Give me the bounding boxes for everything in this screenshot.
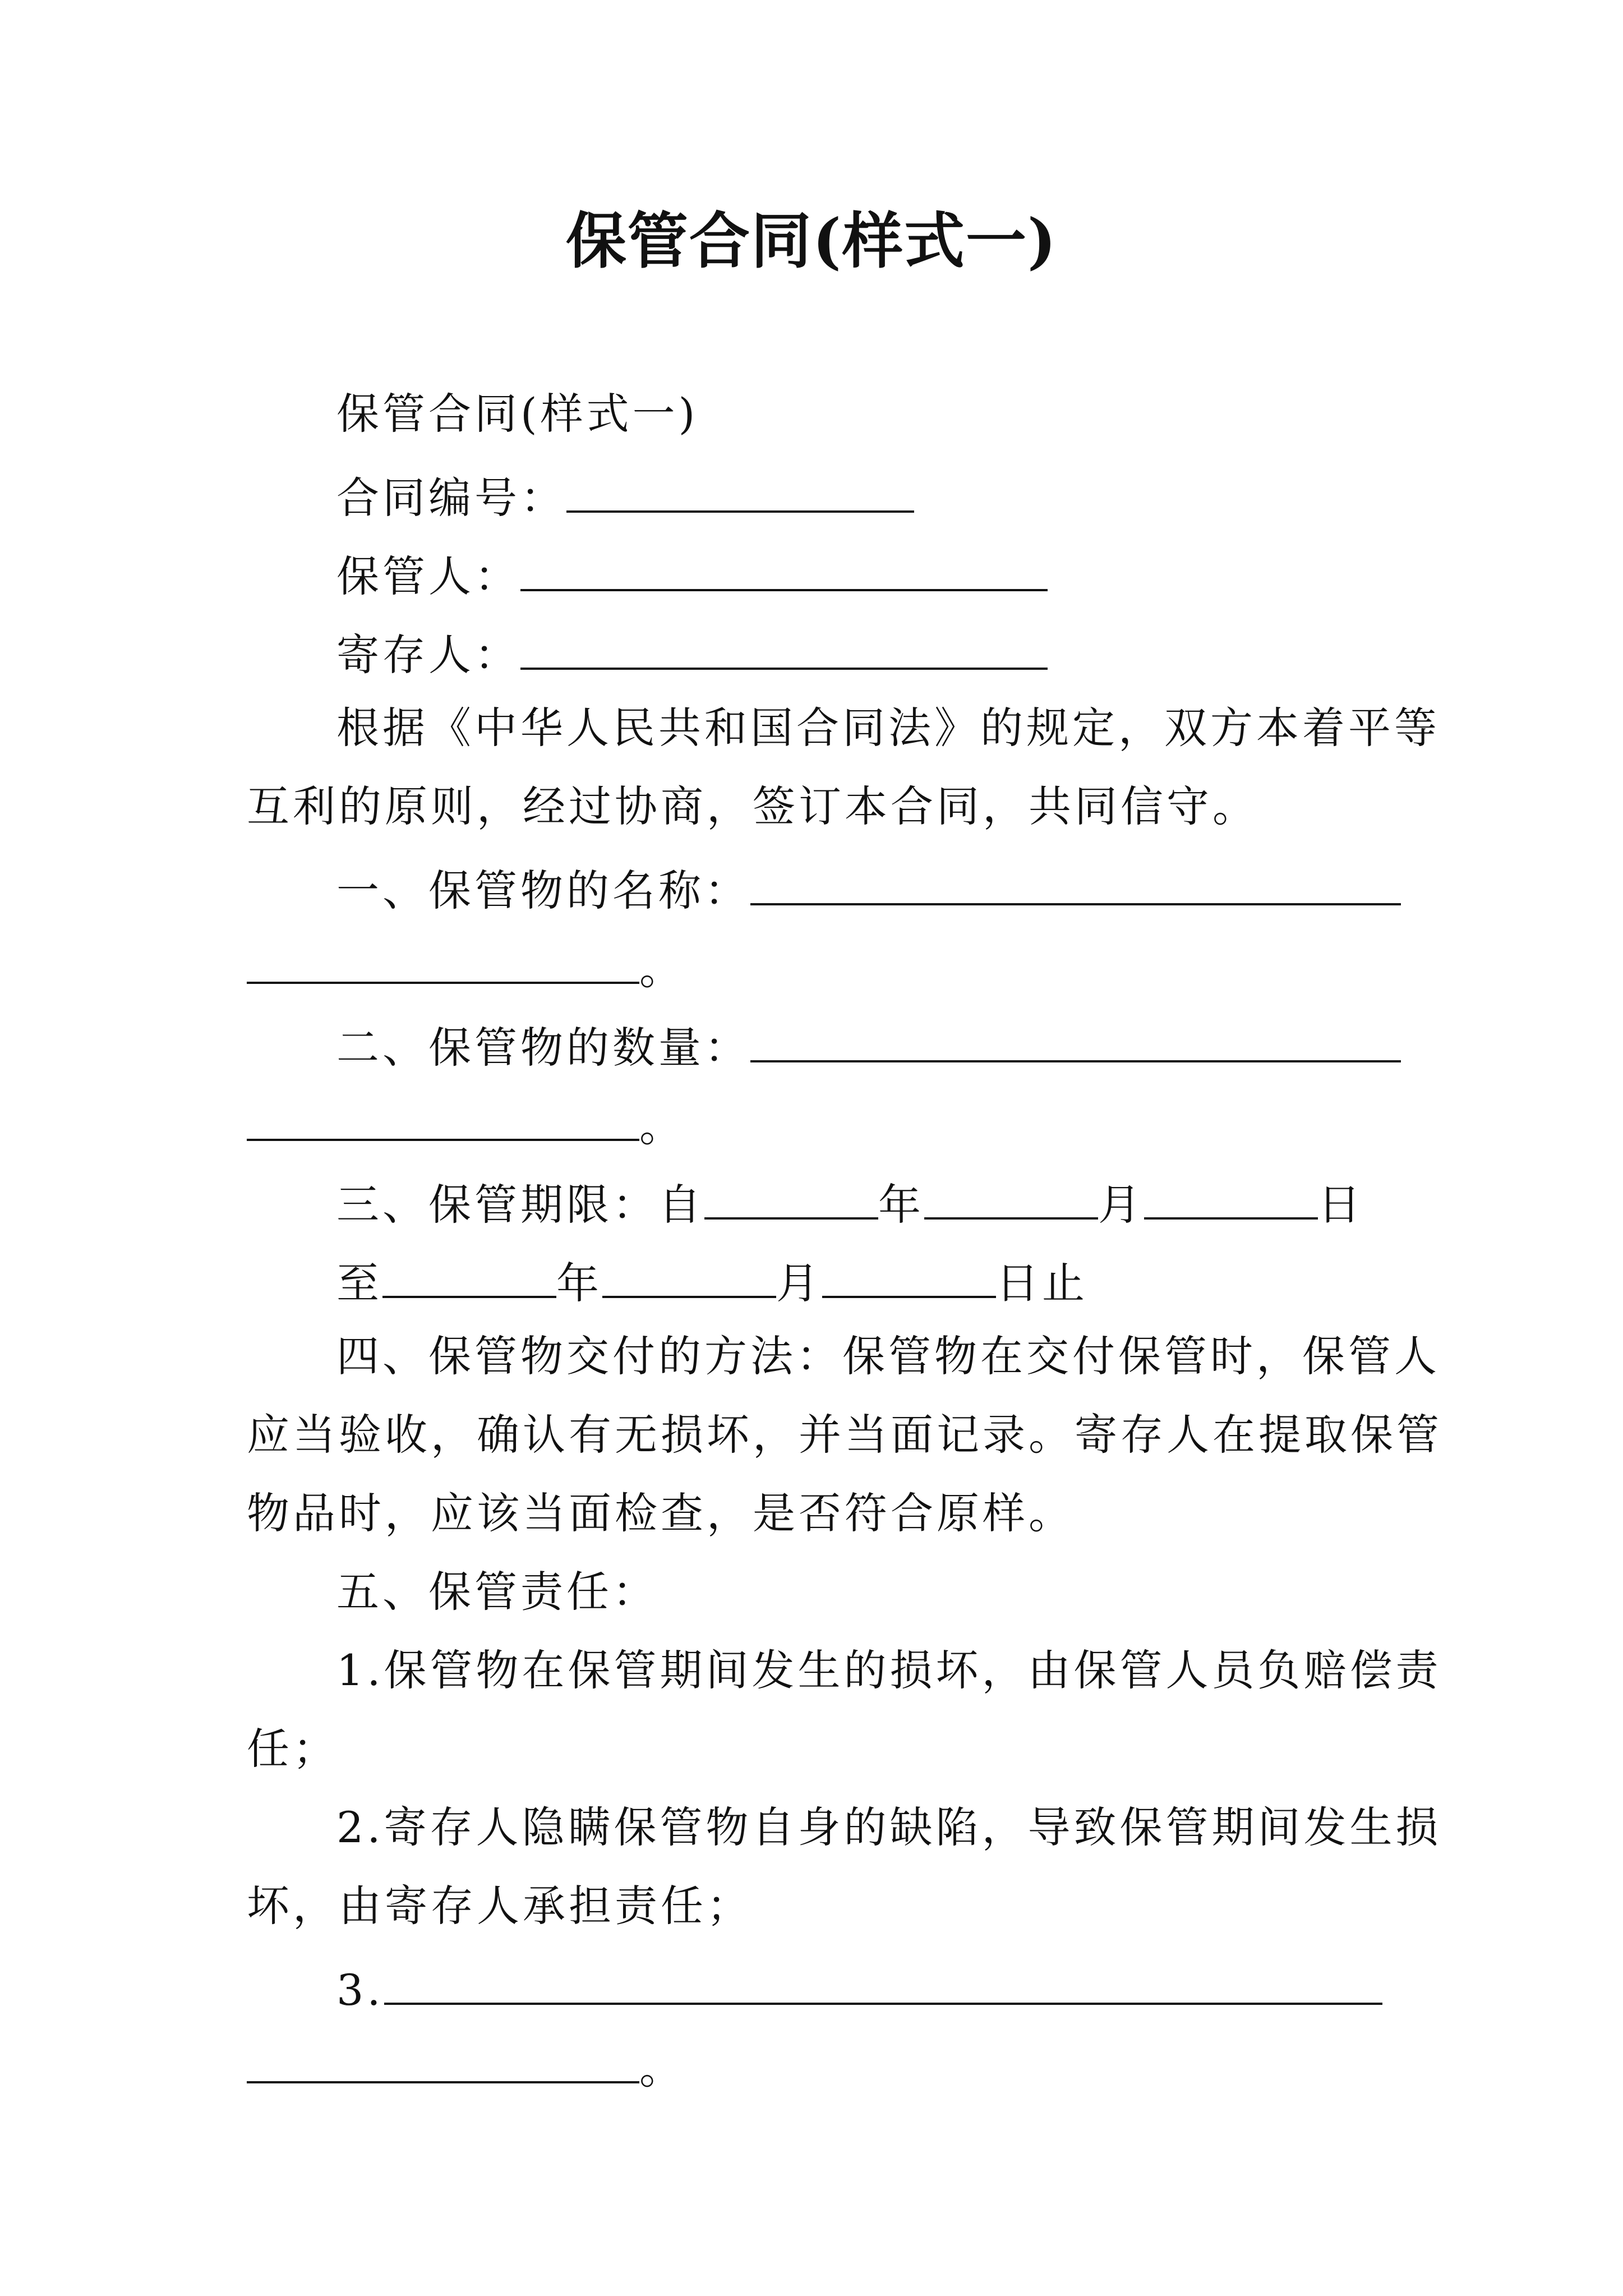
item-name-field[interactable] — [750, 857, 1401, 905]
term-end-month-label: 月 — [776, 1258, 822, 1308]
liability-heading: 五、保管责任： — [336, 1567, 658, 1617]
term-start-month-label: 月 — [1098, 1180, 1144, 1230]
intro-line-2: 互利的原则，经过协商，签订本合同，共同信守。 — [247, 781, 1258, 831]
term-start-month-field[interactable] — [924, 1171, 1098, 1220]
keeper-line — [336, 543, 1048, 605]
item-name-field-continued[interactable] — [247, 936, 639, 984]
item-quantity-label: 二、保管物的数量： — [336, 1023, 750, 1073]
item-name-period: 。 — [639, 944, 685, 994]
term-label: 三、保管期限：自 — [336, 1180, 704, 1230]
liability-item-2-line-1: 2.寄存人隐瞒保管物自身的缺陷，导致保管期间发生损 — [336, 1802, 1442, 1852]
document-title: 保管合同(样式一) — [565, 206, 1058, 277]
subtitle-line — [336, 386, 698, 442]
depositor-line — [336, 622, 1048, 683]
item-quantity-line-2 — [247, 1093, 685, 1154]
term-start-year-field[interactable] — [704, 1171, 878, 1220]
liability-item-2-line-2: 坏，由寄存人承担责任； — [247, 1881, 753, 1931]
term-start-year-label: 年 — [878, 1180, 924, 1230]
liability-item-3-number: 3. — [336, 1965, 384, 2015]
term-start-day-label: 日 — [1318, 1180, 1364, 1230]
item-quantity-field[interactable] — [750, 1014, 1401, 1062]
liability-item-3-field-continued[interactable] — [247, 2035, 639, 2083]
term-end-month-field[interactable] — [602, 1250, 776, 1298]
liability-item-1-line-2: 任； — [247, 1724, 339, 1774]
depositor-field[interactable] — [520, 622, 1048, 670]
liability-item-3-line-1 — [336, 1957, 1382, 2018]
delivery-line-3: 物品时，应该当面检查，是否符合原样。 — [247, 1488, 1075, 1538]
item-quantity-field-continued[interactable] — [247, 1093, 639, 1141]
term-start-day-field[interactable] — [1144, 1171, 1318, 1220]
term-start-line — [336, 1171, 1364, 1233]
item-quantity-line — [336, 1014, 1401, 1076]
liability-item-3-line-2 — [247, 2035, 685, 2097]
term-end-day-field[interactable] — [822, 1250, 996, 1298]
keeper-field[interactable] — [520, 543, 1048, 591]
term-end-year-field[interactable] — [382, 1250, 556, 1298]
term-end-line — [336, 1250, 1088, 1312]
intro-line-1: 根据《中华人民共和国合同法》的规定，双方本着平等 — [336, 703, 1440, 753]
item-quantity-period: 。 — [639, 1101, 685, 1151]
keeper-label: 保管人： — [336, 551, 520, 601]
depositor-label: 寄存人： — [336, 630, 520, 680]
delivery-line-2: 应当验收，确认有无损坏，并当面记录。寄存人在提取保管 — [247, 1410, 1442, 1460]
delivery-line-1: 四、保管物交付的方法：保管物在交付保管时，保管人 — [336, 1331, 1440, 1381]
subtitle: 保管合同(样式一) — [336, 389, 699, 439]
contract-number-field[interactable] — [566, 464, 914, 513]
contract-number-line — [336, 464, 914, 526]
item-name-line — [336, 857, 1401, 919]
liability-item-3-field[interactable] — [384, 1957, 1382, 2005]
item-name-label: 一、保管物的名称： — [336, 866, 750, 915]
term-to-label: 至 — [336, 1258, 382, 1308]
term-end-day-label: 日止 — [996, 1258, 1088, 1308]
contract-number-label: 合同编号： — [336, 473, 566, 523]
item-name-line-2 — [247, 936, 685, 997]
liability-item-3-period: 。 — [639, 2044, 685, 2093]
term-end-year-label: 年 — [556, 1258, 602, 1308]
liability-item-1-line-1: 1.保管物在保管期间发生的损坏，由保管人员负赔偿责 — [336, 1645, 1442, 1695]
